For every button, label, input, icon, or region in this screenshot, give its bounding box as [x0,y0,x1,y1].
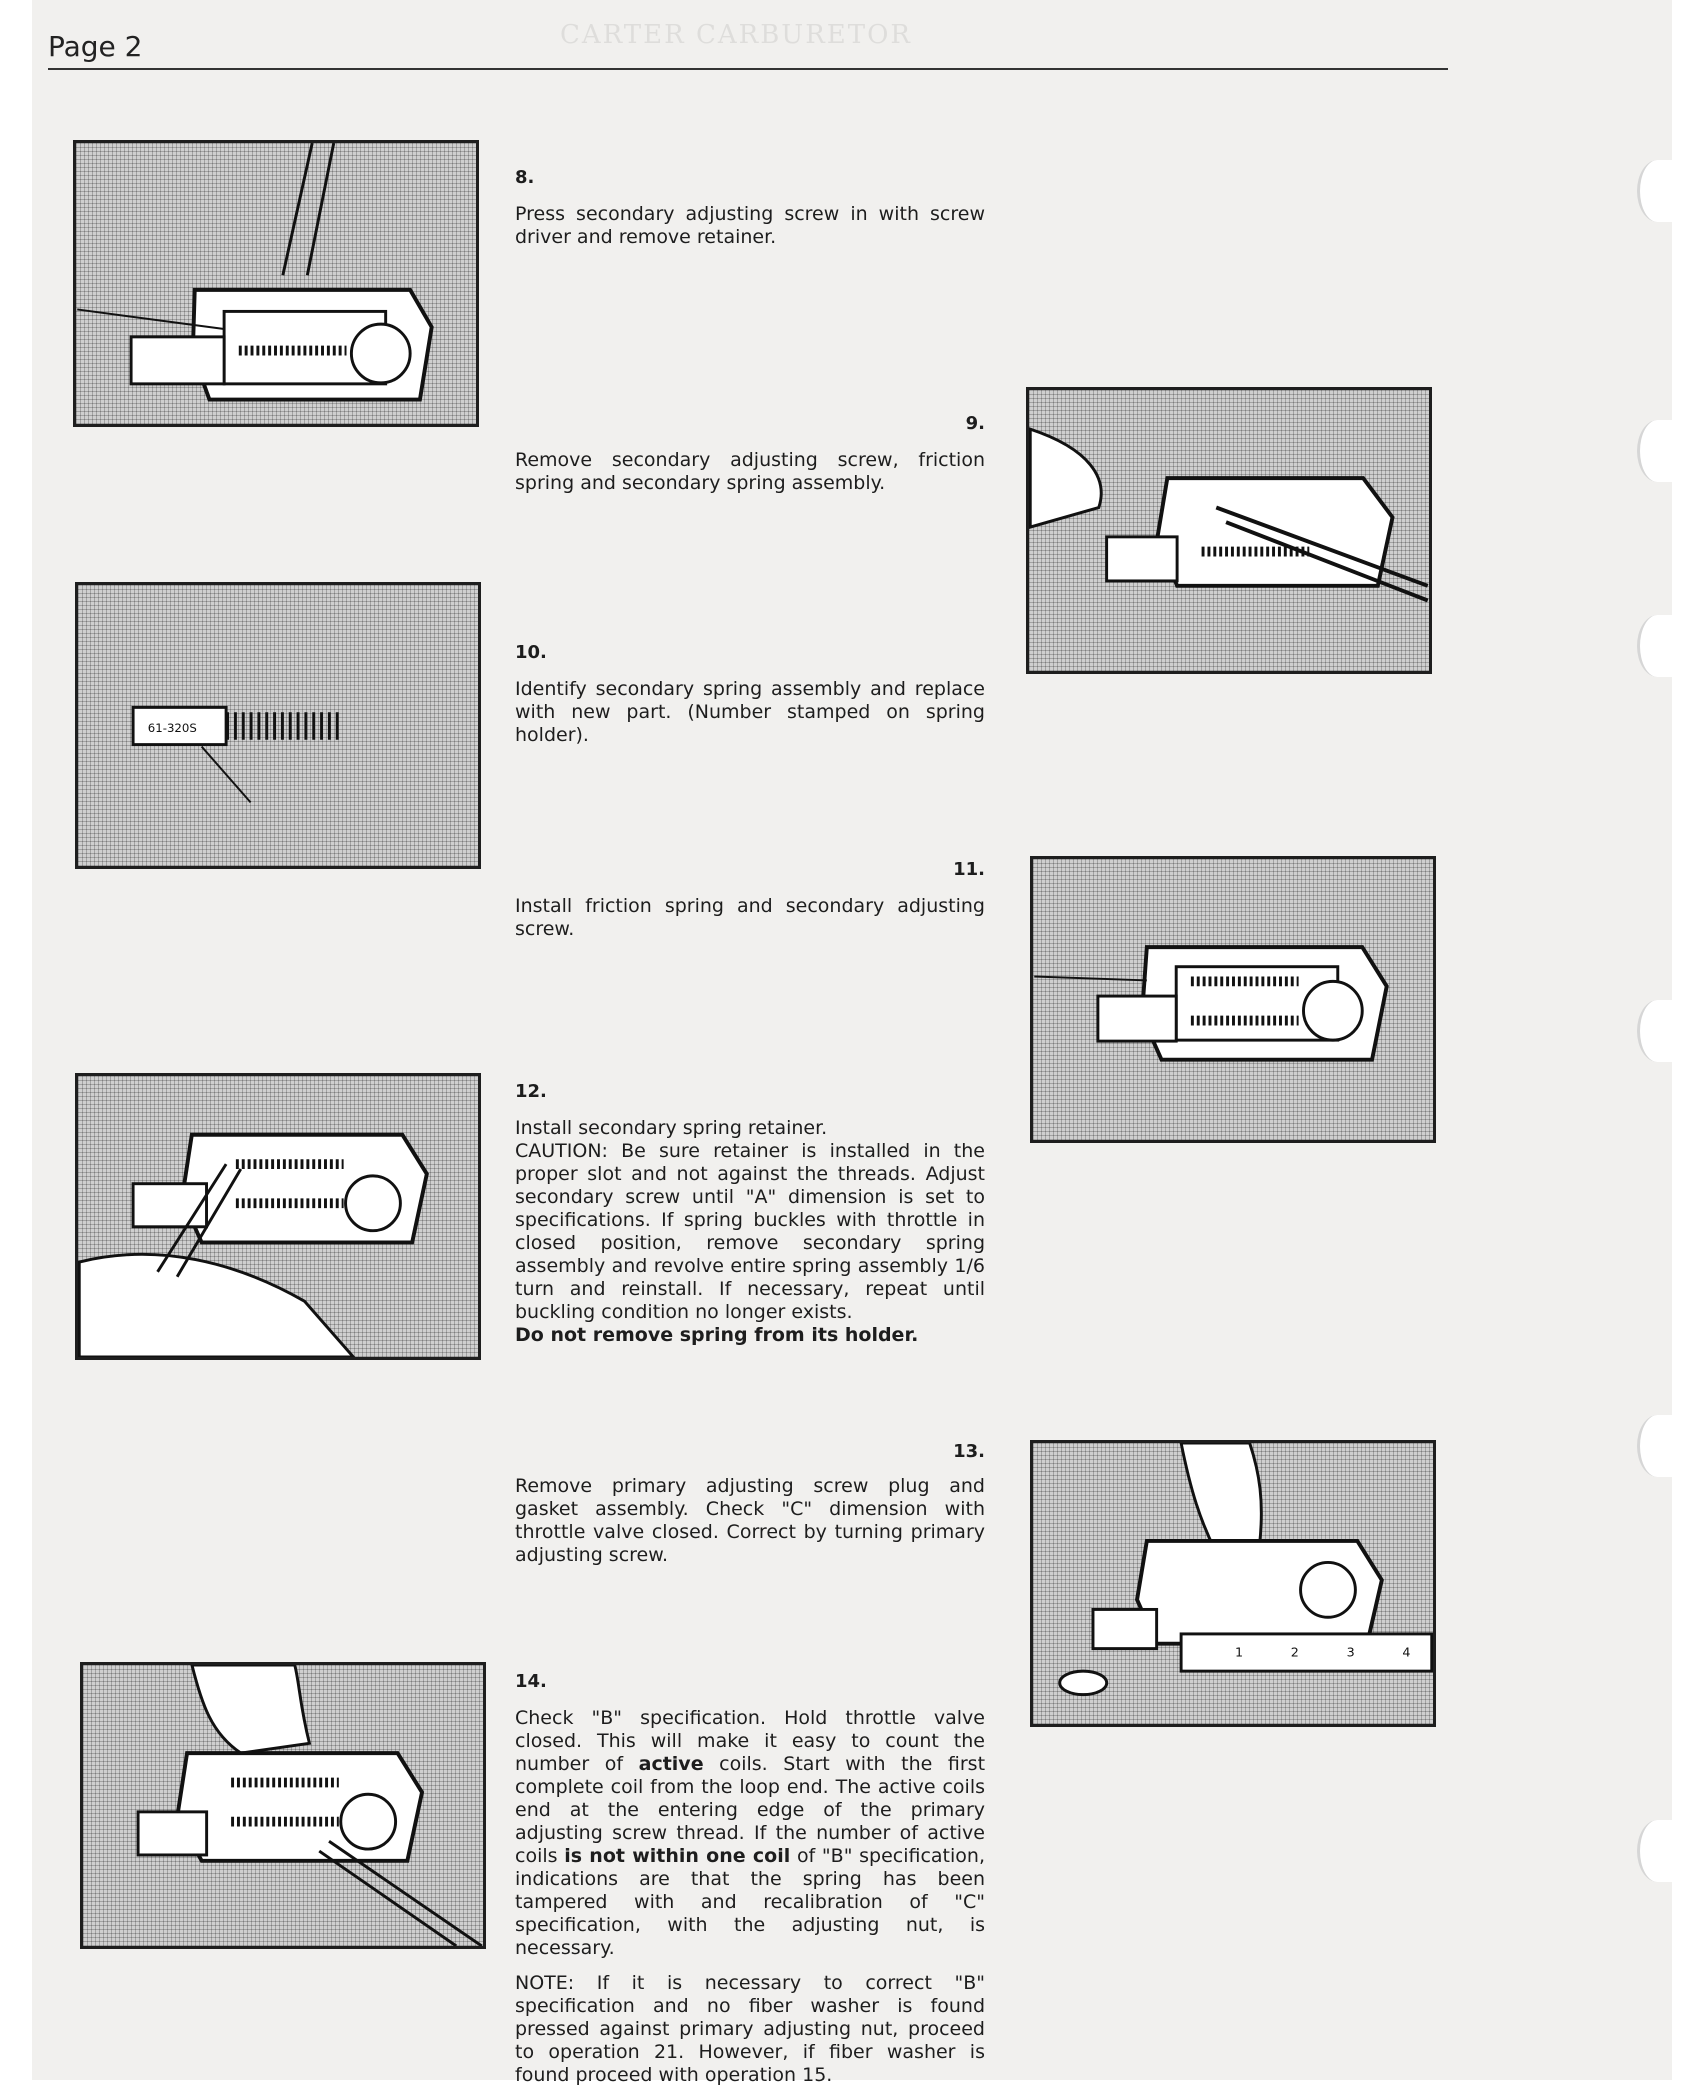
step-text-part: of "B" specification, indications are that the spring has been tampered with and recalibration of "C" specification, with the adjusting nut, is necessary. [515,1845,985,1959]
binder-hole-4 [1637,1000,1678,1062]
figure-step-11 [1030,856,1436,1143]
warning-text: Do not remove spring from its holder. [515,1324,919,1346]
part-number-stamp: 61-320S [147,720,197,735]
step-number: 8. [515,167,535,188]
figure-step-14 [80,1662,486,1949]
step-text: Install friction spring and secondary adjusting screw. [515,895,985,940]
step-text [515,1707,985,1960]
figure-step-12 [75,1073,481,1360]
carburetor-hand-screwdriver-illustration [83,1665,483,1946]
step-number: 12. [515,1081,547,1102]
ruler-mark-3: 3 [1346,1644,1355,1660]
caution-text: CAUTION: Be sure retainer is installed in the proper slot and not against the threads. Adjust secondary screw until "A" dimension is set to specifications. If spring buckles with throttle in closed position, remove secondary spring assembly and revolve entire spring assembly 1/6 turn and reinstall. If necessary, repeat until buckling condition no longer exists. [515,1140,985,1323]
step-10 [515,641,985,747]
header-rule [48,68,1448,70]
ruler-mark-2: 2 [1290,1644,1299,1660]
step-number: 13. [953,1441,985,1462]
emphasis-active: active [638,1753,704,1775]
step-11 [515,858,985,941]
ruler-mark-4: 4 [1402,1644,1411,1660]
step-text: Install secondary spring retainer. [515,1117,828,1139]
carburetor-ruler-illustration [1033,1443,1433,1724]
step-text: Remove secondary adjusting screw, friction spring and secondary spring assembly. [515,449,985,494]
step-number: 9. [965,413,985,434]
binder-hole-6 [1637,1820,1678,1882]
carburetor-pliers-hand-illustration [78,1076,478,1357]
carburetor-housing-illustration [1033,859,1433,1140]
step-number: 14. [515,1671,547,1692]
ruler-mark-1: 1 [1234,1644,1244,1660]
step-14 [515,1670,985,2087]
step-9 [515,412,985,495]
spring-assembly-illustration [78,585,478,866]
note-text: NOTE: If it is necessary to correct "B" specification and no fiber washer is found pressed against primary adjusting nut, proceed to operation 21. However, if fiber washer is found proceed with operation 15. [515,1972,985,2086]
binder-hole-5 [1637,1415,1678,1477]
binder-hole-1 [1637,160,1678,222]
step-text: Identify secondary spring assembly and replace with new part. (Number stamped on spring holder). [515,678,985,746]
faded-header-text: CARTER CARBURETOR [560,20,913,50]
step-number: 11. [953,859,985,880]
binder-hole-2 [1637,420,1678,482]
page-number: Page 2 [48,30,143,63]
step-text: Press secondary adjusting screw in with screw driver and remove retainer. [515,203,985,248]
figure-step-9 [1026,387,1432,674]
step-12 [515,1080,985,1347]
figure-step-8 [73,140,479,427]
step-text-part: Check "B" specification. Hold throttle valve closed. This will make it easy to count the number of [515,1707,985,1775]
step-number: 10. [515,642,547,663]
ruler [1181,1634,1432,1671]
step-text-part: coils. Start with the first complete coil from the loop end. The active coils end at the entering edge of the primary adjusting screw thread. If the number of active coils [515,1753,986,1867]
binder-hole-3 [1637,615,1678,677]
figure-step-10 [75,582,481,869]
carburetor-pliers-illustration [1029,390,1429,671]
figure-step-13 [1030,1440,1436,1727]
emphasis-within-one-coil: is not within one coil [564,1845,791,1867]
step-13 [515,1440,985,1567]
step-8 [515,166,985,249]
step-text: Remove primary adjusting screw plug and gasket assembly. Check "C" dimension with throttle valve closed. Correct by turning primary adjusting screw. [515,1475,985,1566]
carburetor-housing-illustration [76,143,476,424]
